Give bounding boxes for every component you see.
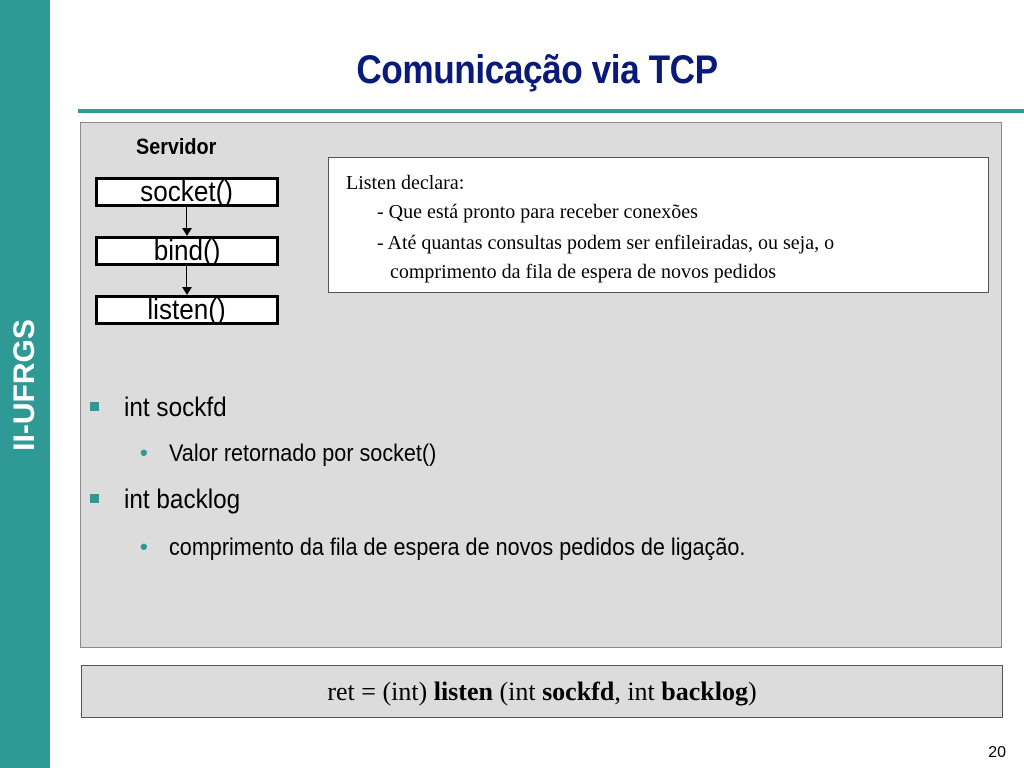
note-heading: Listen declara: [346, 172, 465, 194]
slide-title: Comunicação via TCP [356, 48, 718, 92]
note-line-3: comprimento da fila de espera de novos pedidos [390, 261, 776, 283]
sig-mid-1: (int [492, 677, 543, 706]
listen-step-label: listen() [147, 294, 227, 326]
title-divider [78, 109, 1024, 113]
sig-arg-sockfd: sockfd [542, 677, 615, 706]
bind-step-label: bind() [153, 235, 221, 267]
bullet-backlog: int backlog [124, 484, 241, 514]
sidebar-label: II-UFRGS [8, 319, 41, 451]
bullet-dot-1: • [140, 440, 148, 465]
note-callout [328, 157, 989, 293]
note-line-1: - Que está pronto para receber conexões [377, 201, 698, 223]
listen-step-box [95, 295, 279, 325]
bullet-square-2 [90, 494, 99, 503]
bullet-sockfd: int sockfd [124, 392, 227, 422]
bullet-dot-2: • [140, 534, 148, 559]
sub-bullet-sockfd: Valor retornado por socket() [169, 440, 437, 467]
page-number: 20 [988, 744, 1006, 761]
sig-arg-backlog: backlog [661, 677, 748, 706]
arrow-bind-to-listen [186, 266, 187, 288]
bullet-square-1 [90, 402, 99, 411]
bind-step-box [95, 236, 279, 266]
sig-mid-2: , int [614, 677, 662, 706]
server-label: Servidor [136, 134, 217, 159]
arrow-socket-to-bind [186, 207, 187, 230]
sig-prefix: ret = (int) [327, 677, 434, 706]
socket-step-label: socket() [140, 176, 234, 208]
sub-bullet-backlog: comprimento da fila de espera de novos pedidos de ligação. [169, 534, 746, 561]
socket-step-box [95, 177, 279, 207]
signature-box [81, 665, 1003, 718]
note-line-2: - Até quantas consultas podem ser enfileiradas, ou seja, o [377, 232, 835, 254]
sig-function-name: listen [433, 677, 493, 706]
sig-suffix: ) [747, 677, 757, 706]
sidebar-band [0, 0, 50, 768]
